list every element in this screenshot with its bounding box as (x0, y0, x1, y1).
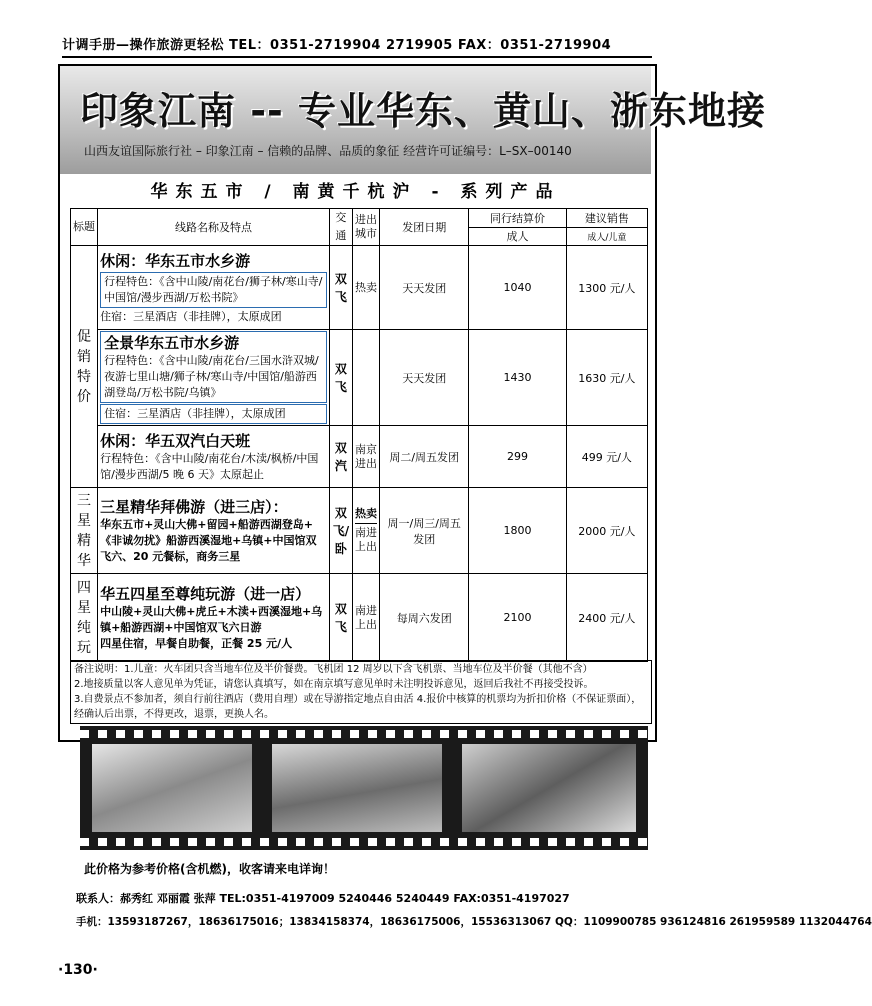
suggested-price: 2000 元/人 (566, 488, 647, 574)
suggested-price: 2400 元/人 (566, 574, 647, 662)
route-feature: 中山陵+灵山大佛+虎丘+木渎+西溪湿地+乌镇+船游西湖+中国馆双飞六日游 (100, 604, 323, 634)
adult-price: 1800 (469, 488, 566, 574)
table-row (71, 574, 648, 662)
adult-price: 2100 (469, 574, 566, 662)
adult-price: 1430 (469, 330, 566, 426)
col-header-price: 同行结算价 (469, 209, 566, 228)
route-name: 休闲：华五双汽白天班 (100, 431, 251, 450)
col-subheader-sug: 成人/儿童 (566, 227, 647, 246)
route-stay: 住宿：三星酒店（非挂牌），太原成团 (100, 404, 327, 424)
price-note: 此价格为参考价格(含机燃)，收客请来电详询！ (84, 862, 335, 876)
table-header-row (71, 209, 648, 228)
col-header-suggest: 建议销售 (566, 209, 647, 228)
route-feature: 行程特色：《含中山陵/南花台/三国水浒双城/夜游七里山塘/狮子林/寒山寺/中国馆/船游西湖登岛/万松书院/乌镇》 (104, 354, 319, 399)
note-1: 备注说明：1.儿童：火车团只含当地车位及半价餐费。飞机团 12 周岁以下含飞机票、当地车位及半价餐（其他不含） (74, 664, 593, 675)
filmstrip-photos (80, 726, 648, 850)
transport: 双飞 (329, 246, 352, 330)
transport: 双汽 (329, 426, 352, 488)
city (352, 330, 379, 426)
col-header-departure: 发团日期 (380, 209, 469, 246)
route-name: 华五四星至尊纯玩游（进一店） (100, 584, 311, 603)
table-row (71, 488, 648, 574)
banner-title: 印象江南 -- 专业华东、黄山、浙东地接 (80, 89, 767, 133)
mobile-line: 手机：13593187267，18636175016；13834158374，18636175006，15536313067 QQ：1109900785 936124816 261959589 1132044764 (76, 916, 872, 928)
cat-three-star: 三星精华 (71, 488, 98, 574)
table-row (71, 330, 648, 426)
series-title: 华东五市 / 南黄千杭沪 - 系列产品 (150, 182, 561, 202)
route-cell (98, 426, 330, 488)
suggested-price: 1630 元/人 (566, 330, 647, 426)
film-perforation-top (80, 730, 648, 738)
route-feature: 华东五市+灵山大佛+留园+船游西湖登岛+《非诚勿扰》船游西溪湿地+乌镇+中国馆双飞六、20 元餐标，商务三星 (100, 517, 317, 563)
route-name: 全景华东五市水乡游 (104, 334, 240, 352)
photo-lake (92, 744, 252, 832)
departure: 周二/周五发团 (380, 426, 469, 488)
city: 热卖 (352, 246, 379, 330)
route-table (70, 208, 648, 662)
adult-price: 1040 (469, 246, 566, 330)
route-name: 三星精华拜佛游（进三店）： (100, 497, 288, 516)
col-header-cat: 标题 (71, 209, 98, 246)
contact-line: 联系人：郝秀红 邓丽霞 张萍 TEL:0351-4197009 5240446 5240449 FAX:0351-4197027 (76, 892, 570, 905)
departure: 天天发团 (380, 246, 469, 330)
transport: 双飞 (329, 330, 352, 426)
departure: 周一/周三/周五发团 (380, 488, 469, 574)
photo-bridge (272, 744, 442, 832)
route-stay: 四星住宿，早餐自助餐，正餐 25 元/人 (100, 636, 293, 650)
page-number: ·130· (58, 962, 98, 978)
city: 南京进出 (352, 426, 379, 488)
route-cell (98, 330, 330, 426)
suggested-price: 499 元/人 (566, 426, 647, 488)
route-stay: 住宿：三星酒店（非挂牌），太原成团 (100, 309, 282, 323)
banner-subtitle: 山西友谊国际旅行社 – 印象江南 – 信赖的品牌、品质的象征 经营许可证编号：L–SX–00140 (84, 144, 572, 158)
col-header-transport: 交通 (329, 209, 352, 246)
table-row (71, 426, 648, 488)
route-cell (98, 488, 330, 574)
route-feature: 行程特色：《含中山陵/南花台/狮子林/寒山寺/中国馆/漫步西湖/万松书院》 (104, 274, 323, 304)
adult-price: 299 (469, 426, 566, 488)
transport: 双飞 (329, 574, 352, 662)
cat-promo: 促销特价 (71, 246, 98, 488)
table-row (71, 246, 648, 330)
route-name: 休闲：华东五市水乡游 (100, 251, 251, 270)
route-cell (98, 246, 330, 330)
banner (60, 66, 767, 174)
col-header-city: 进出城市 (352, 209, 379, 246)
route-cell (98, 574, 330, 662)
route-feature: 行程特色：《含中山陵/南花台/木渎/枫桥/中国馆/漫步西湖/5 晚 6 天》太原起止 (100, 451, 319, 481)
city: 热卖 南进上出 (352, 488, 379, 574)
photo-canal (462, 744, 636, 832)
col-header-route: 线路名称及特点 (98, 209, 330, 246)
note-3: 3.自费景点不参加者，须自行前往酒店（费用自理）或在导游指定地点自由活 4.报价中核算的机票均为折扣价格（不保证票面），经确认后出票，不得更改，退票，更换人名。 (74, 694, 642, 720)
suggested-price: 1300 元/人 (566, 246, 647, 330)
col-subheader-adult: 成人 (469, 227, 566, 246)
notes (70, 660, 652, 724)
cat-four-star: 四星纯玩 (71, 574, 98, 662)
city: 南进上出 (352, 574, 379, 662)
header-bar: 计调手册—操作旅游更轻松 TEL：0351-2719904 2719905 FAX：0351-2719904 (62, 34, 652, 58)
film-perforation-bottom (80, 838, 648, 846)
departure: 天天发团 (380, 330, 469, 426)
note-2: 2.地接质量以客人意见单为凭证，请您认真填写，如在南京填写意见单时未注明投诉意见，返回后我社不再接受投诉。 (74, 679, 594, 690)
departure: 每周六发团 (380, 574, 469, 662)
transport: 双飞/卧 (329, 488, 352, 574)
